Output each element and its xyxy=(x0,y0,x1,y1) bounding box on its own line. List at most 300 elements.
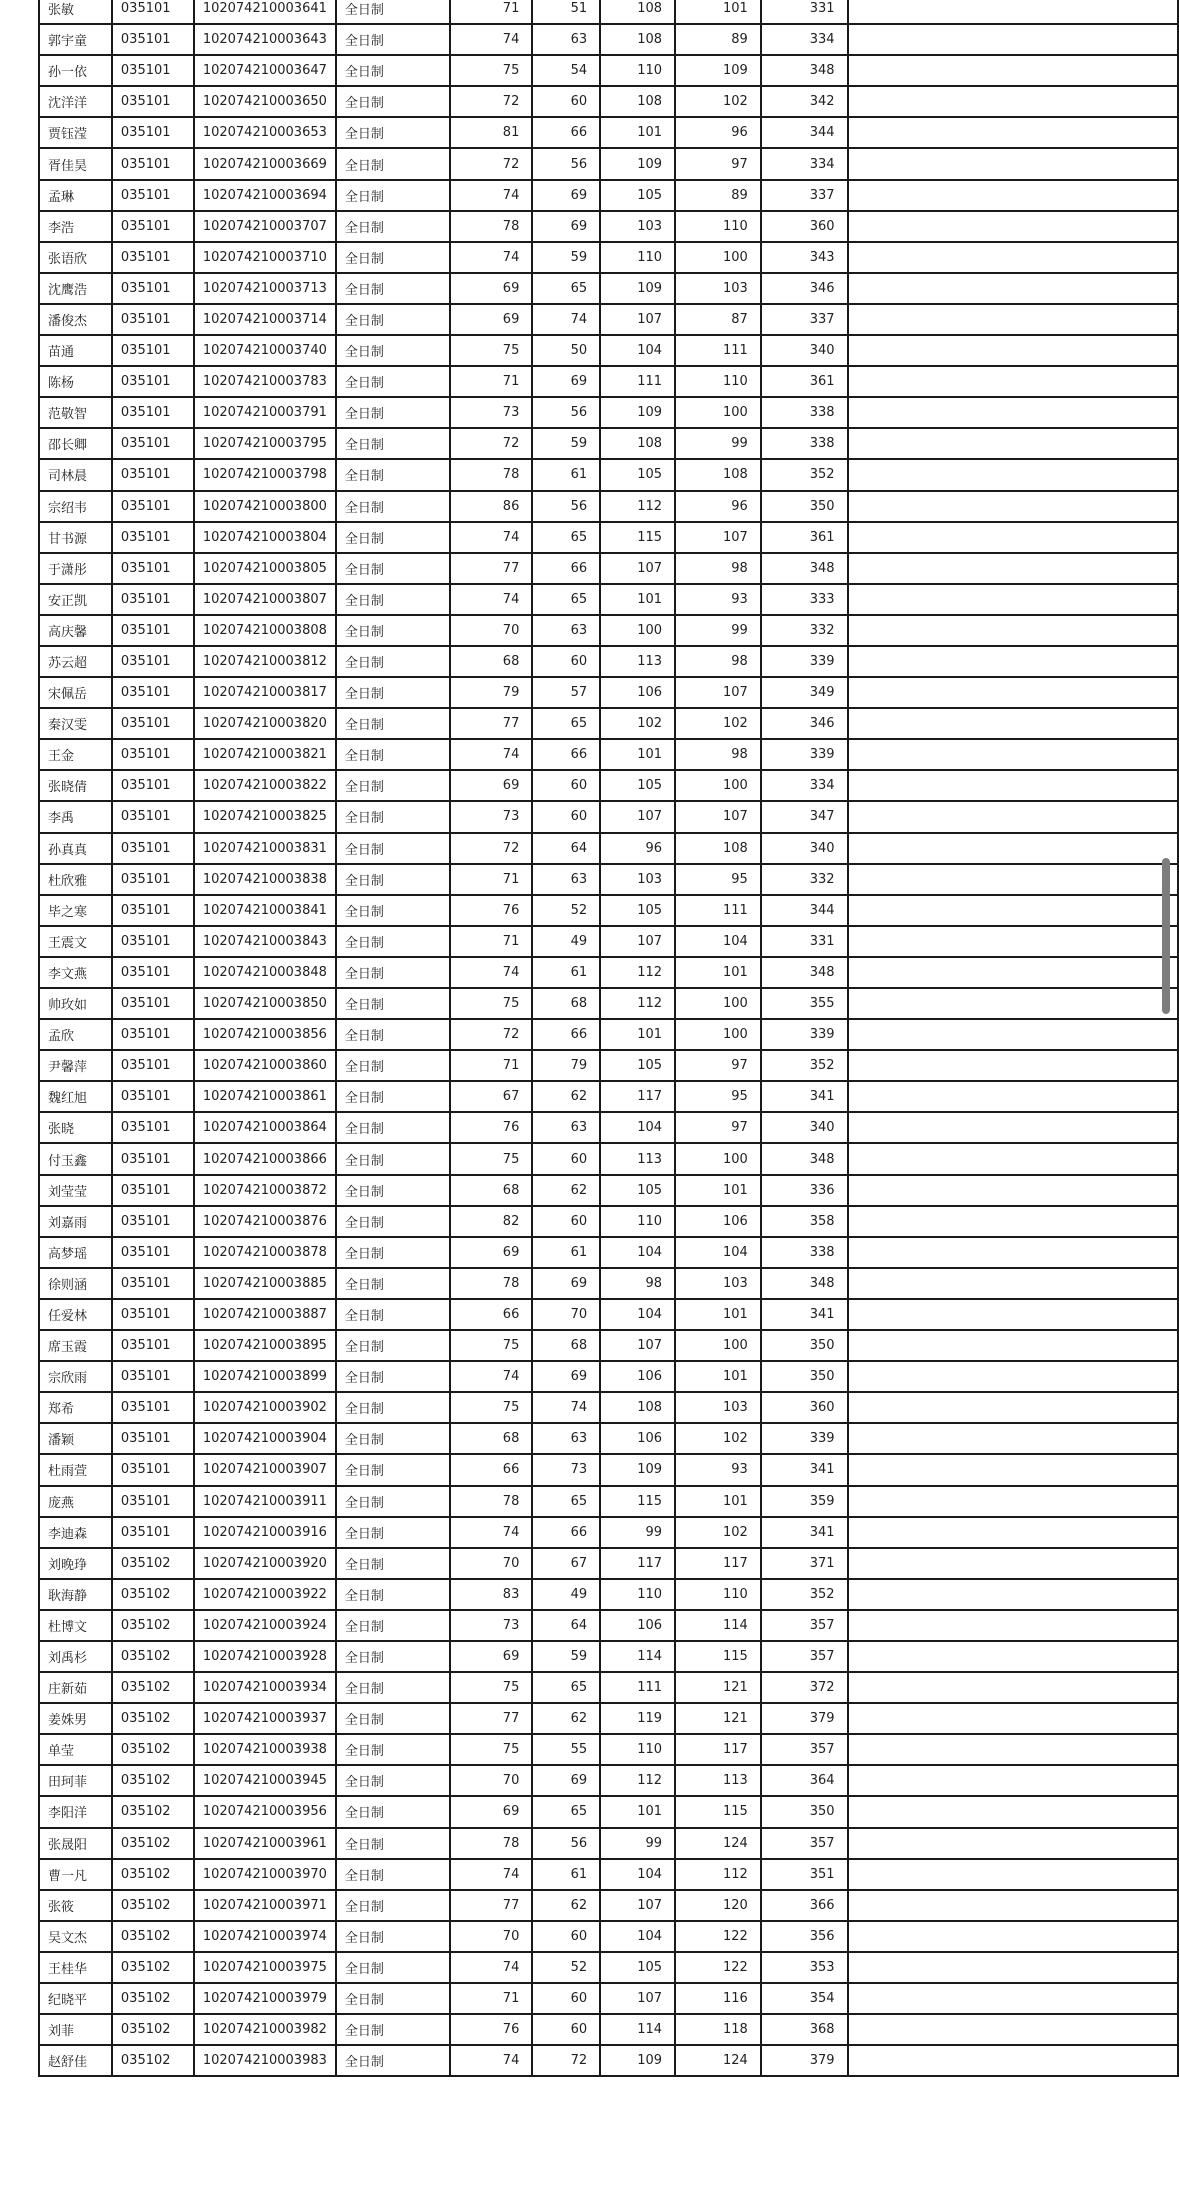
study-mode-cell: 全日制 xyxy=(336,273,450,304)
major-code-cell: 035101 xyxy=(112,366,194,397)
total-score-cell: 352 xyxy=(761,1050,848,1081)
english-score-cell: 61 xyxy=(532,1237,600,1268)
major-code-cell: 035101 xyxy=(112,615,194,646)
name-cell: 刘莹莹 xyxy=(39,1175,112,1206)
total-score-cell: 339 xyxy=(761,739,848,770)
subject2-score-cell: 101 xyxy=(675,1175,761,1206)
subject1-score-cell: 106 xyxy=(600,677,675,708)
name-cell: 张筱 xyxy=(39,1890,112,1921)
empty-cell xyxy=(848,1019,1178,1050)
study-mode-cell: 全日制 xyxy=(336,428,450,459)
english-score-cell: 66 xyxy=(532,1019,600,1050)
name-cell: 宗欣雨 xyxy=(39,1361,112,1392)
politics-score-cell: 71 xyxy=(450,0,533,24)
politics-score-cell: 77 xyxy=(450,553,533,584)
subject1-score-cell: 105 xyxy=(600,180,675,211)
total-score-cell: 334 xyxy=(761,24,848,55)
name-cell: 甘书源 xyxy=(39,522,112,553)
major-code-cell: 035101 xyxy=(112,273,194,304)
subject1-score-cell: 103 xyxy=(600,864,675,895)
subject1-score-cell: 101 xyxy=(600,584,675,615)
politics-score-cell: 74 xyxy=(450,957,533,988)
empty-cell xyxy=(848,1112,1178,1143)
name-cell: 尹馨萍 xyxy=(39,1050,112,1081)
name-cell: 庞燕 xyxy=(39,1486,112,1517)
total-score-cell: 352 xyxy=(761,459,848,490)
total-score-cell: 360 xyxy=(761,211,848,242)
table-row xyxy=(39,211,1178,242)
empty-cell xyxy=(848,1610,1178,1641)
name-cell: 郑希 xyxy=(39,1392,112,1423)
major-code-cell: 035101 xyxy=(112,739,194,770)
empty-cell xyxy=(848,335,1178,366)
empty-cell xyxy=(848,366,1178,397)
politics-score-cell: 77 xyxy=(450,1703,533,1734)
english-score-cell: 69 xyxy=(532,1361,600,1392)
total-score-cell: 379 xyxy=(761,2045,848,2076)
english-score-cell: 68 xyxy=(532,988,600,1019)
name-cell: 孟琳 xyxy=(39,180,112,211)
subject1-score-cell: 113 xyxy=(600,646,675,677)
study-mode-cell: 全日制 xyxy=(336,1392,450,1423)
english-score-cell: 49 xyxy=(532,1579,600,1610)
study-mode-cell: 全日制 xyxy=(336,1579,450,1610)
exam-id-cell: 102074210003800 xyxy=(194,491,336,522)
table-row xyxy=(39,397,1178,428)
name-cell: 宗绍韦 xyxy=(39,491,112,522)
exam-id-cell: 102074210003866 xyxy=(194,1143,336,1174)
table-row xyxy=(39,864,1178,895)
major-code-cell: 035101 xyxy=(112,1517,194,1548)
subject1-score-cell: 110 xyxy=(600,1579,675,1610)
subject1-score-cell: 108 xyxy=(600,1392,675,1423)
subject2-score-cell: 106 xyxy=(675,1206,761,1237)
study-mode-cell: 全日制 xyxy=(336,366,450,397)
politics-score-cell: 72 xyxy=(450,86,533,117)
exam-id-cell: 102074210003838 xyxy=(194,864,336,895)
subject2-score-cell: 115 xyxy=(675,1641,761,1672)
total-score-cell: 350 xyxy=(761,491,848,522)
total-score-cell: 350 xyxy=(761,1330,848,1361)
total-score-cell: 354 xyxy=(761,1983,848,2014)
name-cell: 吴文杰 xyxy=(39,1921,112,1952)
exam-id-cell: 102074210003804 xyxy=(194,522,336,553)
name-cell: 庄新茹 xyxy=(39,1672,112,1703)
major-code-cell: 035102 xyxy=(112,2045,194,2076)
major-code-cell: 035101 xyxy=(112,491,194,522)
english-score-cell: 66 xyxy=(532,1517,600,1548)
major-code-cell: 035101 xyxy=(112,242,194,273)
table-row xyxy=(39,615,1178,646)
total-score-cell: 364 xyxy=(761,1765,848,1796)
empty-cell xyxy=(848,397,1178,428)
name-cell: 李阳洋 xyxy=(39,1796,112,1827)
major-code-cell: 035102 xyxy=(112,1796,194,1827)
major-code-cell: 035101 xyxy=(112,117,194,148)
study-mode-cell: 全日制 xyxy=(336,0,450,24)
table-row xyxy=(39,428,1178,459)
total-score-cell: 331 xyxy=(761,0,848,24)
subject1-score-cell: 109 xyxy=(600,273,675,304)
subject2-score-cell: 100 xyxy=(675,242,761,273)
subject1-score-cell: 110 xyxy=(600,242,675,273)
total-score-cell: 338 xyxy=(761,428,848,459)
major-code-cell: 035101 xyxy=(112,895,194,926)
table-row xyxy=(39,1517,1178,1548)
subject2-score-cell: 103 xyxy=(675,1392,761,1423)
subject2-score-cell: 100 xyxy=(675,1019,761,1050)
table-row xyxy=(39,86,1178,117)
subject1-score-cell: 104 xyxy=(600,1112,675,1143)
empty-cell xyxy=(848,117,1178,148)
politics-score-cell: 74 xyxy=(450,739,533,770)
total-score-cell: 341 xyxy=(761,1081,848,1112)
subject2-score-cell: 115 xyxy=(675,1796,761,1827)
exam-id-cell: 102074210003714 xyxy=(194,304,336,335)
exam-id-cell: 102074210003876 xyxy=(194,1206,336,1237)
empty-cell xyxy=(848,1299,1178,1330)
table-row xyxy=(39,770,1178,801)
table-row xyxy=(39,1921,1178,1952)
major-code-cell: 035101 xyxy=(112,1175,194,1206)
subject1-score-cell: 106 xyxy=(600,1423,675,1454)
total-score-cell: 341 xyxy=(761,1299,848,1330)
english-score-cell: 72 xyxy=(532,2045,600,2076)
subject2-score-cell: 100 xyxy=(675,397,761,428)
subject1-score-cell: 104 xyxy=(600,1859,675,1890)
exam-id-cell: 102074210003970 xyxy=(194,1859,336,1890)
subject2-score-cell: 121 xyxy=(675,1672,761,1703)
english-score-cell: 54 xyxy=(532,55,600,86)
subject2-score-cell: 97 xyxy=(675,1112,761,1143)
total-score-cell: 340 xyxy=(761,1112,848,1143)
name-cell: 席玉霞 xyxy=(39,1330,112,1361)
subject2-score-cell: 108 xyxy=(675,459,761,490)
study-mode-cell: 全日制 xyxy=(336,1734,450,1765)
total-score-cell: 348 xyxy=(761,957,848,988)
politics-score-cell: 69 xyxy=(450,273,533,304)
study-mode-cell: 全日制 xyxy=(336,1548,450,1579)
table-row xyxy=(39,1765,1178,1796)
empty-cell xyxy=(848,1050,1178,1081)
subject2-score-cell: 117 xyxy=(675,1548,761,1579)
subject1-score-cell: 101 xyxy=(600,117,675,148)
subject2-score-cell: 121 xyxy=(675,1703,761,1734)
study-mode-cell: 全日制 xyxy=(336,708,450,739)
exam-id-cell: 102074210003841 xyxy=(194,895,336,926)
subject2-score-cell: 107 xyxy=(675,522,761,553)
table-row xyxy=(39,1859,1178,1890)
name-cell: 付玉鑫 xyxy=(39,1143,112,1174)
name-cell: 胥佳昊 xyxy=(39,148,112,179)
empty-cell xyxy=(848,1454,1178,1485)
politics-score-cell: 75 xyxy=(450,1330,533,1361)
major-code-cell: 035101 xyxy=(112,926,194,957)
total-score-cell: 332 xyxy=(761,615,848,646)
subject1-score-cell: 102 xyxy=(600,708,675,739)
subject1-score-cell: 112 xyxy=(600,491,675,522)
table-row xyxy=(39,148,1178,179)
exam-id-cell: 102074210003974 xyxy=(194,1921,336,1952)
exam-id-cell: 102074210003907 xyxy=(194,1454,336,1485)
subject1-score-cell: 108 xyxy=(600,0,675,24)
politics-score-cell: 70 xyxy=(450,615,533,646)
politics-score-cell: 73 xyxy=(450,397,533,428)
politics-score-cell: 66 xyxy=(450,1299,533,1330)
table-row xyxy=(39,1952,1178,1983)
study-mode-cell: 全日制 xyxy=(336,553,450,584)
politics-score-cell: 72 xyxy=(450,1019,533,1050)
total-score-cell: 338 xyxy=(761,397,848,428)
exam-id-cell: 102074210003653 xyxy=(194,117,336,148)
table-row xyxy=(39,0,1178,24)
subject2-score-cell: 100 xyxy=(675,1330,761,1361)
subject2-score-cell: 100 xyxy=(675,770,761,801)
subject1-score-cell: 107 xyxy=(600,926,675,957)
empty-cell xyxy=(848,55,1178,86)
study-mode-cell: 全日制 xyxy=(336,1952,450,1983)
major-code-cell: 035102 xyxy=(112,1890,194,1921)
subject2-score-cell: 102 xyxy=(675,1423,761,1454)
total-score-cell: 350 xyxy=(761,1361,848,1392)
subject2-score-cell: 113 xyxy=(675,1765,761,1796)
study-mode-cell: 全日制 xyxy=(336,522,450,553)
english-score-cell: 63 xyxy=(532,1423,600,1454)
exam-id-cell: 102074210003795 xyxy=(194,428,336,459)
subject2-score-cell: 89 xyxy=(675,180,761,211)
politics-score-cell: 78 xyxy=(450,1268,533,1299)
subject2-score-cell: 107 xyxy=(675,801,761,832)
name-cell: 孟欣 xyxy=(39,1019,112,1050)
politics-score-cell: 77 xyxy=(450,1890,533,1921)
exam-id-cell: 102074210003808 xyxy=(194,615,336,646)
study-mode-cell: 全日制 xyxy=(336,1330,450,1361)
table-row xyxy=(39,1672,1178,1703)
exam-id-cell: 102074210003945 xyxy=(194,1765,336,1796)
major-code-cell: 035101 xyxy=(112,1050,194,1081)
major-code-cell: 035101 xyxy=(112,770,194,801)
exam-id-cell: 102074210003937 xyxy=(194,1703,336,1734)
study-mode-cell: 全日制 xyxy=(336,895,450,926)
subject2-score-cell: 107 xyxy=(675,677,761,708)
exam-id-cell: 102074210003899 xyxy=(194,1361,336,1392)
empty-cell xyxy=(848,1890,1178,1921)
name-cell: 杜欣雅 xyxy=(39,864,112,895)
total-score-cell: 358 xyxy=(761,1206,848,1237)
study-mode-cell: 全日制 xyxy=(336,1890,450,1921)
study-mode-cell: 全日制 xyxy=(336,770,450,801)
subject1-score-cell: 108 xyxy=(600,428,675,459)
study-mode-cell: 全日制 xyxy=(336,1299,450,1330)
empty-cell xyxy=(848,2045,1178,2076)
major-code-cell: 035102 xyxy=(112,1579,194,1610)
major-code-cell: 035102 xyxy=(112,1983,194,2014)
english-score-cell: 62 xyxy=(532,1703,600,1734)
politics-score-cell: 75 xyxy=(450,55,533,86)
politics-score-cell: 74 xyxy=(450,180,533,211)
subject1-score-cell: 119 xyxy=(600,1703,675,1734)
total-score-cell: 336 xyxy=(761,1175,848,1206)
subject2-score-cell: 110 xyxy=(675,211,761,242)
name-cell: 安正凯 xyxy=(39,584,112,615)
exam-id-cell: 102074210003956 xyxy=(194,1796,336,1827)
study-mode-cell: 全日制 xyxy=(336,1610,450,1641)
subject2-score-cell: 104 xyxy=(675,926,761,957)
subject1-score-cell: 98 xyxy=(600,1268,675,1299)
study-mode-cell: 全日制 xyxy=(336,864,450,895)
study-mode-cell: 全日制 xyxy=(336,117,450,148)
subject2-score-cell: 103 xyxy=(675,273,761,304)
english-score-cell: 60 xyxy=(532,86,600,117)
name-cell: 潘颖 xyxy=(39,1423,112,1454)
table-row xyxy=(39,957,1178,988)
total-score-cell: 343 xyxy=(761,242,848,273)
empty-cell xyxy=(848,491,1178,522)
politics-score-cell: 71 xyxy=(450,1983,533,2014)
table-row xyxy=(39,926,1178,957)
english-score-cell: 65 xyxy=(532,273,600,304)
table-row xyxy=(39,1423,1178,1454)
total-score-cell: 331 xyxy=(761,926,848,957)
subject2-score-cell: 114 xyxy=(675,1610,761,1641)
total-score-cell: 334 xyxy=(761,148,848,179)
name-cell: 张晓 xyxy=(39,1112,112,1143)
politics-score-cell: 70 xyxy=(450,1548,533,1579)
table-row xyxy=(39,1392,1178,1423)
name-cell: 潘俊杰 xyxy=(39,304,112,335)
major-code-cell: 035101 xyxy=(112,1486,194,1517)
total-score-cell: 368 xyxy=(761,2014,848,2045)
politics-score-cell: 77 xyxy=(450,708,533,739)
table-row xyxy=(39,584,1178,615)
major-code-cell: 035101 xyxy=(112,1299,194,1330)
table-row xyxy=(39,180,1178,211)
empty-cell xyxy=(848,1641,1178,1672)
exam-id-cell: 102074210003817 xyxy=(194,677,336,708)
total-score-cell: 347 xyxy=(761,801,848,832)
name-cell: 张敏 xyxy=(39,0,112,24)
english-score-cell: 59 xyxy=(532,428,600,459)
table-row xyxy=(39,304,1178,335)
exam-id-cell: 102074210003920 xyxy=(194,1548,336,1579)
empty-cell xyxy=(848,1952,1178,1983)
total-score-cell: 372 xyxy=(761,1672,848,1703)
english-score-cell: 49 xyxy=(532,926,600,957)
table-row xyxy=(39,1361,1178,1392)
subject2-score-cell: 89 xyxy=(675,24,761,55)
politics-score-cell: 72 xyxy=(450,428,533,459)
exam-id-cell: 102074210003904 xyxy=(194,1423,336,1454)
name-cell: 曹一凡 xyxy=(39,1859,112,1890)
study-mode-cell: 全日制 xyxy=(336,1206,450,1237)
name-cell: 郭宇童 xyxy=(39,24,112,55)
total-score-cell: 348 xyxy=(761,1268,848,1299)
english-score-cell: 66 xyxy=(532,739,600,770)
subject1-score-cell: 107 xyxy=(600,304,675,335)
exam-id-cell: 102074210003934 xyxy=(194,1672,336,1703)
subject1-score-cell: 106 xyxy=(600,1610,675,1641)
empty-cell xyxy=(848,1765,1178,1796)
study-mode-cell: 全日制 xyxy=(336,491,450,522)
subject1-score-cell: 108 xyxy=(600,86,675,117)
exam-id-cell: 102074210003825 xyxy=(194,801,336,832)
politics-score-cell: 74 xyxy=(450,522,533,553)
english-score-cell: 63 xyxy=(532,864,600,895)
subject1-score-cell: 104 xyxy=(600,1237,675,1268)
major-code-cell: 035101 xyxy=(112,988,194,1019)
exam-id-cell: 102074210003740 xyxy=(194,335,336,366)
exam-id-cell: 102074210003707 xyxy=(194,211,336,242)
study-mode-cell: 全日制 xyxy=(336,1703,450,1734)
empty-cell xyxy=(848,1921,1178,1952)
empty-cell xyxy=(848,459,1178,490)
name-cell: 单莹 xyxy=(39,1734,112,1765)
english-score-cell: 69 xyxy=(532,1765,600,1796)
subject2-score-cell: 100 xyxy=(675,988,761,1019)
total-score-cell: 337 xyxy=(761,304,848,335)
empty-cell xyxy=(848,801,1178,832)
english-score-cell: 65 xyxy=(532,1796,600,1827)
exam-id-cell: 102074210003713 xyxy=(194,273,336,304)
name-cell: 魏红旭 xyxy=(39,1081,112,1112)
total-score-cell: 357 xyxy=(761,1610,848,1641)
politics-score-cell: 69 xyxy=(450,1237,533,1268)
english-score-cell: 50 xyxy=(532,335,600,366)
exam-id-cell: 102074210003850 xyxy=(194,988,336,1019)
name-cell: 苏云超 xyxy=(39,646,112,677)
total-score-cell: 348 xyxy=(761,55,848,86)
exam-id-cell: 102074210003805 xyxy=(194,553,336,584)
table-row xyxy=(39,1983,1178,2014)
name-cell: 贾钰滢 xyxy=(39,117,112,148)
table-row xyxy=(39,1610,1178,1641)
name-cell: 沈鹰浩 xyxy=(39,273,112,304)
politics-score-cell: 83 xyxy=(450,1579,533,1610)
name-cell: 沈洋洋 xyxy=(39,86,112,117)
english-score-cell: 60 xyxy=(532,646,600,677)
subject1-score-cell: 109 xyxy=(600,1454,675,1485)
english-score-cell: 62 xyxy=(532,1081,600,1112)
table-row xyxy=(39,1579,1178,1610)
total-score-cell: 379 xyxy=(761,1703,848,1734)
subject2-score-cell: 97 xyxy=(675,148,761,179)
study-mode-cell: 全日制 xyxy=(336,1175,450,1206)
name-cell: 纪晓平 xyxy=(39,1983,112,2014)
study-mode-cell: 全日制 xyxy=(336,646,450,677)
study-mode-cell: 全日制 xyxy=(336,1672,450,1703)
vertical-scrollbar[interactable] xyxy=(1162,858,1170,1014)
table-row xyxy=(39,1641,1178,1672)
study-mode-cell: 全日制 xyxy=(336,304,450,335)
politics-score-cell: 74 xyxy=(450,584,533,615)
subject1-score-cell: 109 xyxy=(600,148,675,179)
name-cell: 刘禹杉 xyxy=(39,1641,112,1672)
english-score-cell: 63 xyxy=(532,24,600,55)
major-code-cell: 035101 xyxy=(112,459,194,490)
table-row xyxy=(39,1548,1178,1579)
empty-cell xyxy=(848,1579,1178,1610)
total-score-cell: 355 xyxy=(761,988,848,1019)
total-score-cell: 361 xyxy=(761,522,848,553)
empty-cell xyxy=(848,739,1178,770)
table-row xyxy=(39,1890,1178,1921)
english-score-cell: 51 xyxy=(532,0,600,24)
major-code-cell: 035101 xyxy=(112,1268,194,1299)
empty-cell xyxy=(848,584,1178,615)
english-score-cell: 60 xyxy=(532,801,600,832)
empty-cell xyxy=(848,677,1178,708)
politics-score-cell: 74 xyxy=(450,242,533,273)
